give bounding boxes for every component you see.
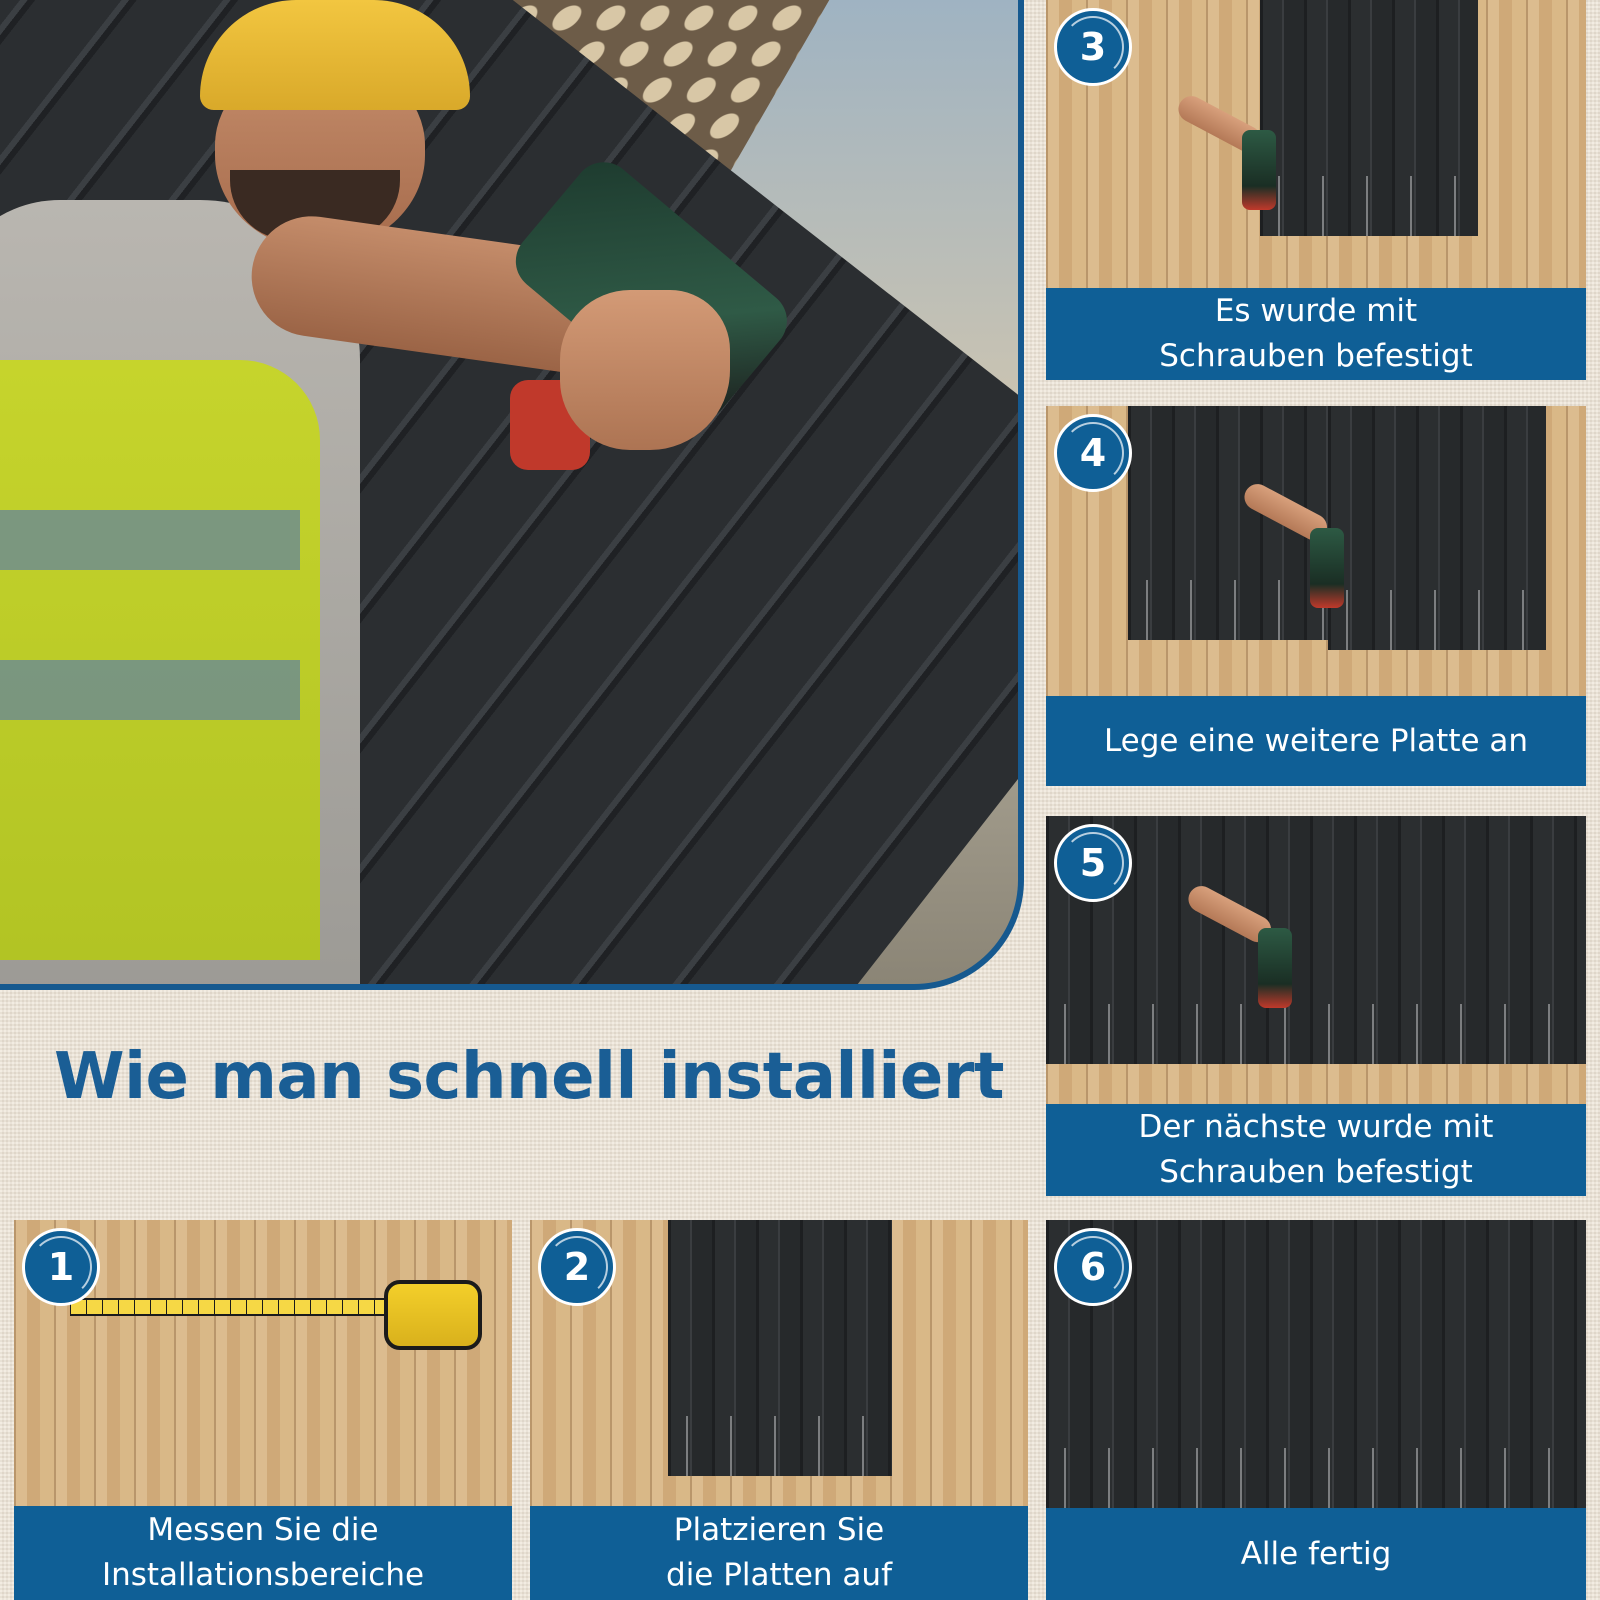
step-6-card [1046, 1220, 1586, 1600]
step-4-card [1046, 406, 1586, 786]
worker-hand [560, 290, 730, 450]
page-title: Wie man schnell installiert [54, 1040, 1004, 1114]
step-6-badge: 6 [1054, 1228, 1132, 1306]
roof-panel [668, 1220, 892, 1476]
roof-panel [1260, 0, 1478, 236]
step-2-card [530, 1220, 1028, 1600]
measuring-tape-icon [384, 1280, 482, 1350]
step-1-badge: 1 [22, 1228, 100, 1306]
step-5-badge: 5 [1054, 824, 1132, 902]
step-2-caption: Platzieren Sie die Platten auf [530, 1506, 1028, 1600]
step-1-caption: Messen Sie die Installationsbereiche [14, 1506, 512, 1600]
step-5-caption: Der nächste wurde mit Schrauben befestigt [1046, 1104, 1586, 1196]
roof-panel [1328, 406, 1546, 650]
step-5-card [1046, 816, 1586, 1196]
vest-stripe [0, 660, 300, 720]
drill-icon [1310, 528, 1344, 608]
step-3-badge: 3 [1054, 8, 1132, 86]
safety-vest [0, 360, 320, 960]
measuring-tape-blade [70, 1298, 390, 1316]
drill-icon [1258, 928, 1292, 1008]
step-2-badge: 2 [538, 1228, 616, 1306]
step-1-card [14, 1220, 512, 1600]
step-3-card [1046, 0, 1586, 380]
step-4-caption: Lege eine weitere Platte an [1046, 696, 1586, 786]
step-3-caption: Es wurde mit Schrauben befestigt [1046, 288, 1586, 380]
step-4-badge: 4 [1054, 414, 1132, 492]
hero-photo [0, 0, 1024, 990]
step-6-caption: Alle fertig [1046, 1508, 1586, 1600]
drill-icon [1242, 130, 1276, 210]
vest-stripe [0, 510, 300, 570]
